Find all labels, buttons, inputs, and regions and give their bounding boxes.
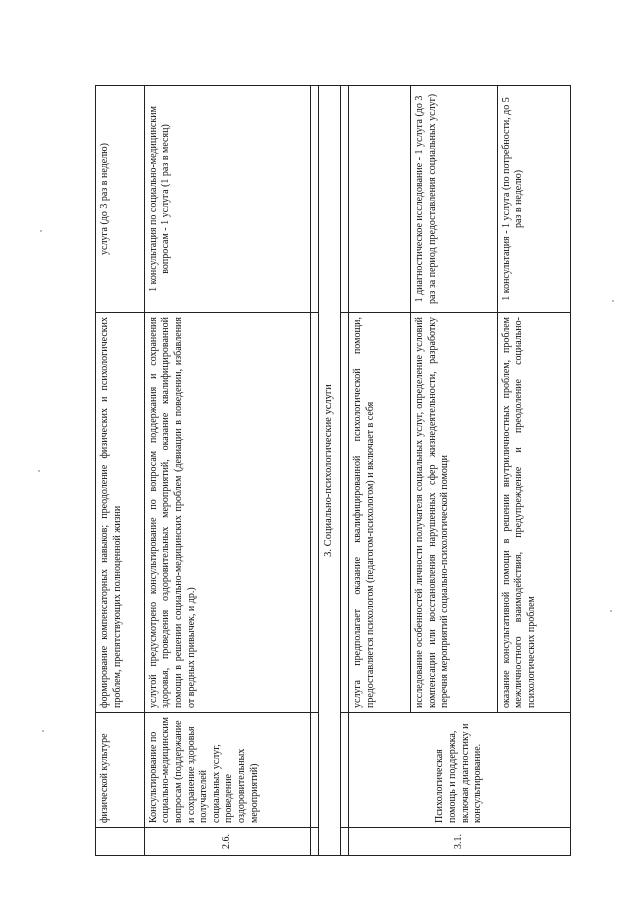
table-row-2-6 bbox=[144, 86, 310, 856]
scan-speck bbox=[610, 610, 612, 612]
service-term-cell: услуга (до 3 раз в неделю) bbox=[96, 86, 145, 313]
row-number-cell bbox=[96, 828, 145, 856]
service-description-cell: услугой предусмотрено консультирование по вопросам поддержания и сохранения здоровья, проведения оздоровительных мероприятий, оказание квалифицированной помощи в решении социально-медицинских проблем (девиации в поведении, избавления от вредных привычек, и др.) bbox=[144, 313, 310, 713]
table-row-spacer bbox=[311, 86, 319, 856]
section-title: 3. Социально-психологические услуги bbox=[319, 86, 341, 856]
rotated-table-container bbox=[95, 86, 571, 856]
spacer-cell bbox=[341, 86, 349, 313]
service-description-cell: оказание консультативной помощи в решении внутриличностных проблем, проблем межличностного взаимодействия, предупреждение и преодоление социально-психологических проблем bbox=[497, 313, 570, 713]
service-term-cell: 1 консультация - 1 услуга (по потребности, до 5 раз в неделю) bbox=[497, 86, 570, 313]
spacer-cell bbox=[341, 828, 349, 856]
row-number-cell: 2.6. bbox=[144, 828, 310, 856]
spacer-cell bbox=[341, 313, 349, 713]
service-name-cell: Консультирование по социально-медицинским вопросам (поддержание и сохранение здоровья получателей социальных услуг, проведение оздоровительных мероприятий) bbox=[144, 713, 310, 828]
spacer-cell bbox=[311, 713, 319, 828]
services-table bbox=[95, 85, 571, 856]
service-term-cell bbox=[349, 86, 411, 313]
service-description-cell: исследование особенностей личности получателя социальных услуг, определение условий компенсации или восстановления нарушенных сфер жизнедеятельности, разработку перечня мероприятий социально-психологической помощи bbox=[411, 313, 498, 713]
row-number-cell: 3.1. bbox=[349, 828, 571, 856]
spacer-cell bbox=[311, 313, 319, 713]
spacer-cell bbox=[311, 86, 319, 313]
spacer-cell bbox=[341, 713, 349, 828]
service-description-cell: услуга предполагает оказание квалифицированной психологической помощи, предоставляется психологом (педагогом-психологом) и включает в себя bbox=[349, 313, 411, 713]
spacer-cell bbox=[311, 828, 319, 856]
service-term-cell: 1 консультация по социально-медицинским вопросам - 1 услуга (1 раз в месяц) bbox=[144, 86, 310, 313]
table-row-3-1-intro bbox=[349, 86, 411, 856]
service-description-cell: формирование компенсаторных навыков; преодоление физических и психологических проблем, препятствующих полноценной жизни bbox=[96, 313, 145, 713]
service-name-cell: физической культуре bbox=[96, 713, 145, 828]
table-row-physical-culture bbox=[96, 86, 145, 856]
service-term-cell: 1 диагностическое исследование - 1 услуга (до 3 раз за период предоставления социальных услуг) bbox=[411, 86, 498, 313]
scan-speck bbox=[42, 730, 44, 732]
service-name-cell: Психологическая помощь и поддержка, включая диагностику и консультирование. bbox=[349, 713, 571, 828]
scan-speck bbox=[38, 470, 40, 472]
section-header-row bbox=[319, 86, 341, 856]
scan-speck bbox=[612, 300, 614, 302]
scan-speck bbox=[40, 230, 42, 232]
table-row-spacer bbox=[341, 86, 349, 856]
